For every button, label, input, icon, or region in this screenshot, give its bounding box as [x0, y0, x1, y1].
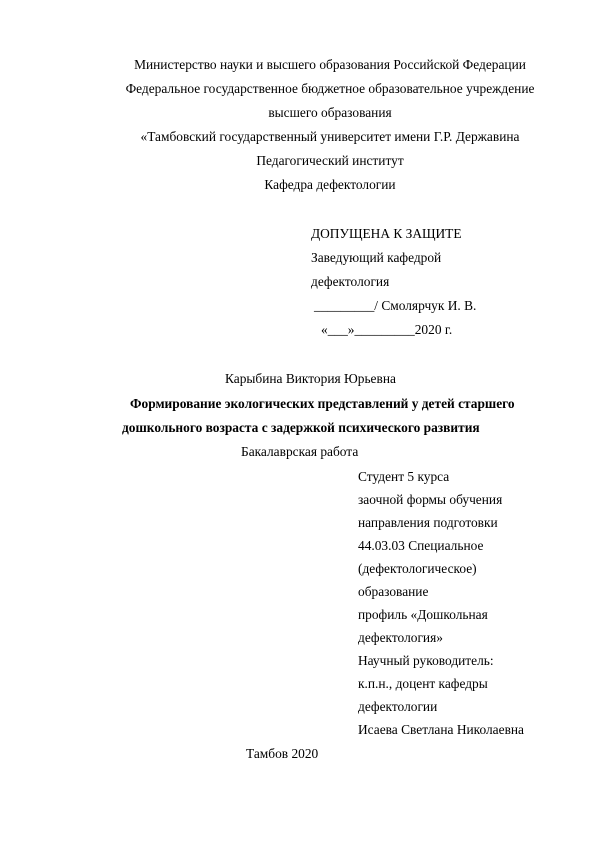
student-info-line: образование	[358, 584, 429, 599]
approval-title: ДОПУЩЕНА К ЗАЩИТЕ	[311, 226, 462, 241]
city-year: Тамбов 2020	[246, 746, 319, 761]
approval-signature: _________/ Смолярчук И. В.	[314, 298, 477, 313]
student-info-line: профиль «Дошкольная	[358, 607, 488, 622]
student-info-line: дефектология»	[358, 630, 443, 645]
thesis-type: Бакалаврская работа	[241, 444, 359, 459]
author-name: Карыбина Виктория Юрьевна	[225, 371, 396, 386]
ministry-line: Министерство науки и высшего образования Российской Федерации	[134, 57, 526, 72]
approval-position-2: дефектология	[311, 274, 390, 289]
student-info-line: направления подготовки	[358, 515, 498, 530]
supervisor-info-line: к.п.н., доцент кафедры	[358, 676, 488, 691]
institute-line: Педагогический институт	[256, 153, 404, 168]
approval-position-1: Заведующий кафедрой	[311, 250, 442, 265]
student-info-line: (дефектологическое)	[358, 561, 477, 576]
institution-line-2: высшего образования	[268, 105, 392, 120]
student-info-line: 44.03.03 Специальное	[358, 538, 484, 553]
thesis-title-2: дошкольного возраста с задержкой психического развития	[122, 420, 480, 435]
student-info-line: заочной формы обучения	[358, 492, 503, 507]
university-line: «Тамбовский государственный университет имени Г.Р. Державина	[140, 129, 520, 144]
approval-date: «___»_________2020 г.	[321, 322, 453, 337]
supervisor-name: Исаева Светлана Николаевна	[358, 722, 525, 737]
department-line: Кафедра дефектологии	[264, 177, 396, 192]
student-info-line: Студент 5 курса	[358, 469, 450, 484]
supervisor-info-line: дефектологии	[358, 699, 438, 714]
supervisor-label: Научный руководитель:	[358, 653, 494, 668]
thesis-title-1: Формирование экологических представлений у детей старшего	[130, 396, 515, 411]
institution-line-1: Федеральное государственное бюджетное образовательное учреждение	[125, 81, 535, 96]
